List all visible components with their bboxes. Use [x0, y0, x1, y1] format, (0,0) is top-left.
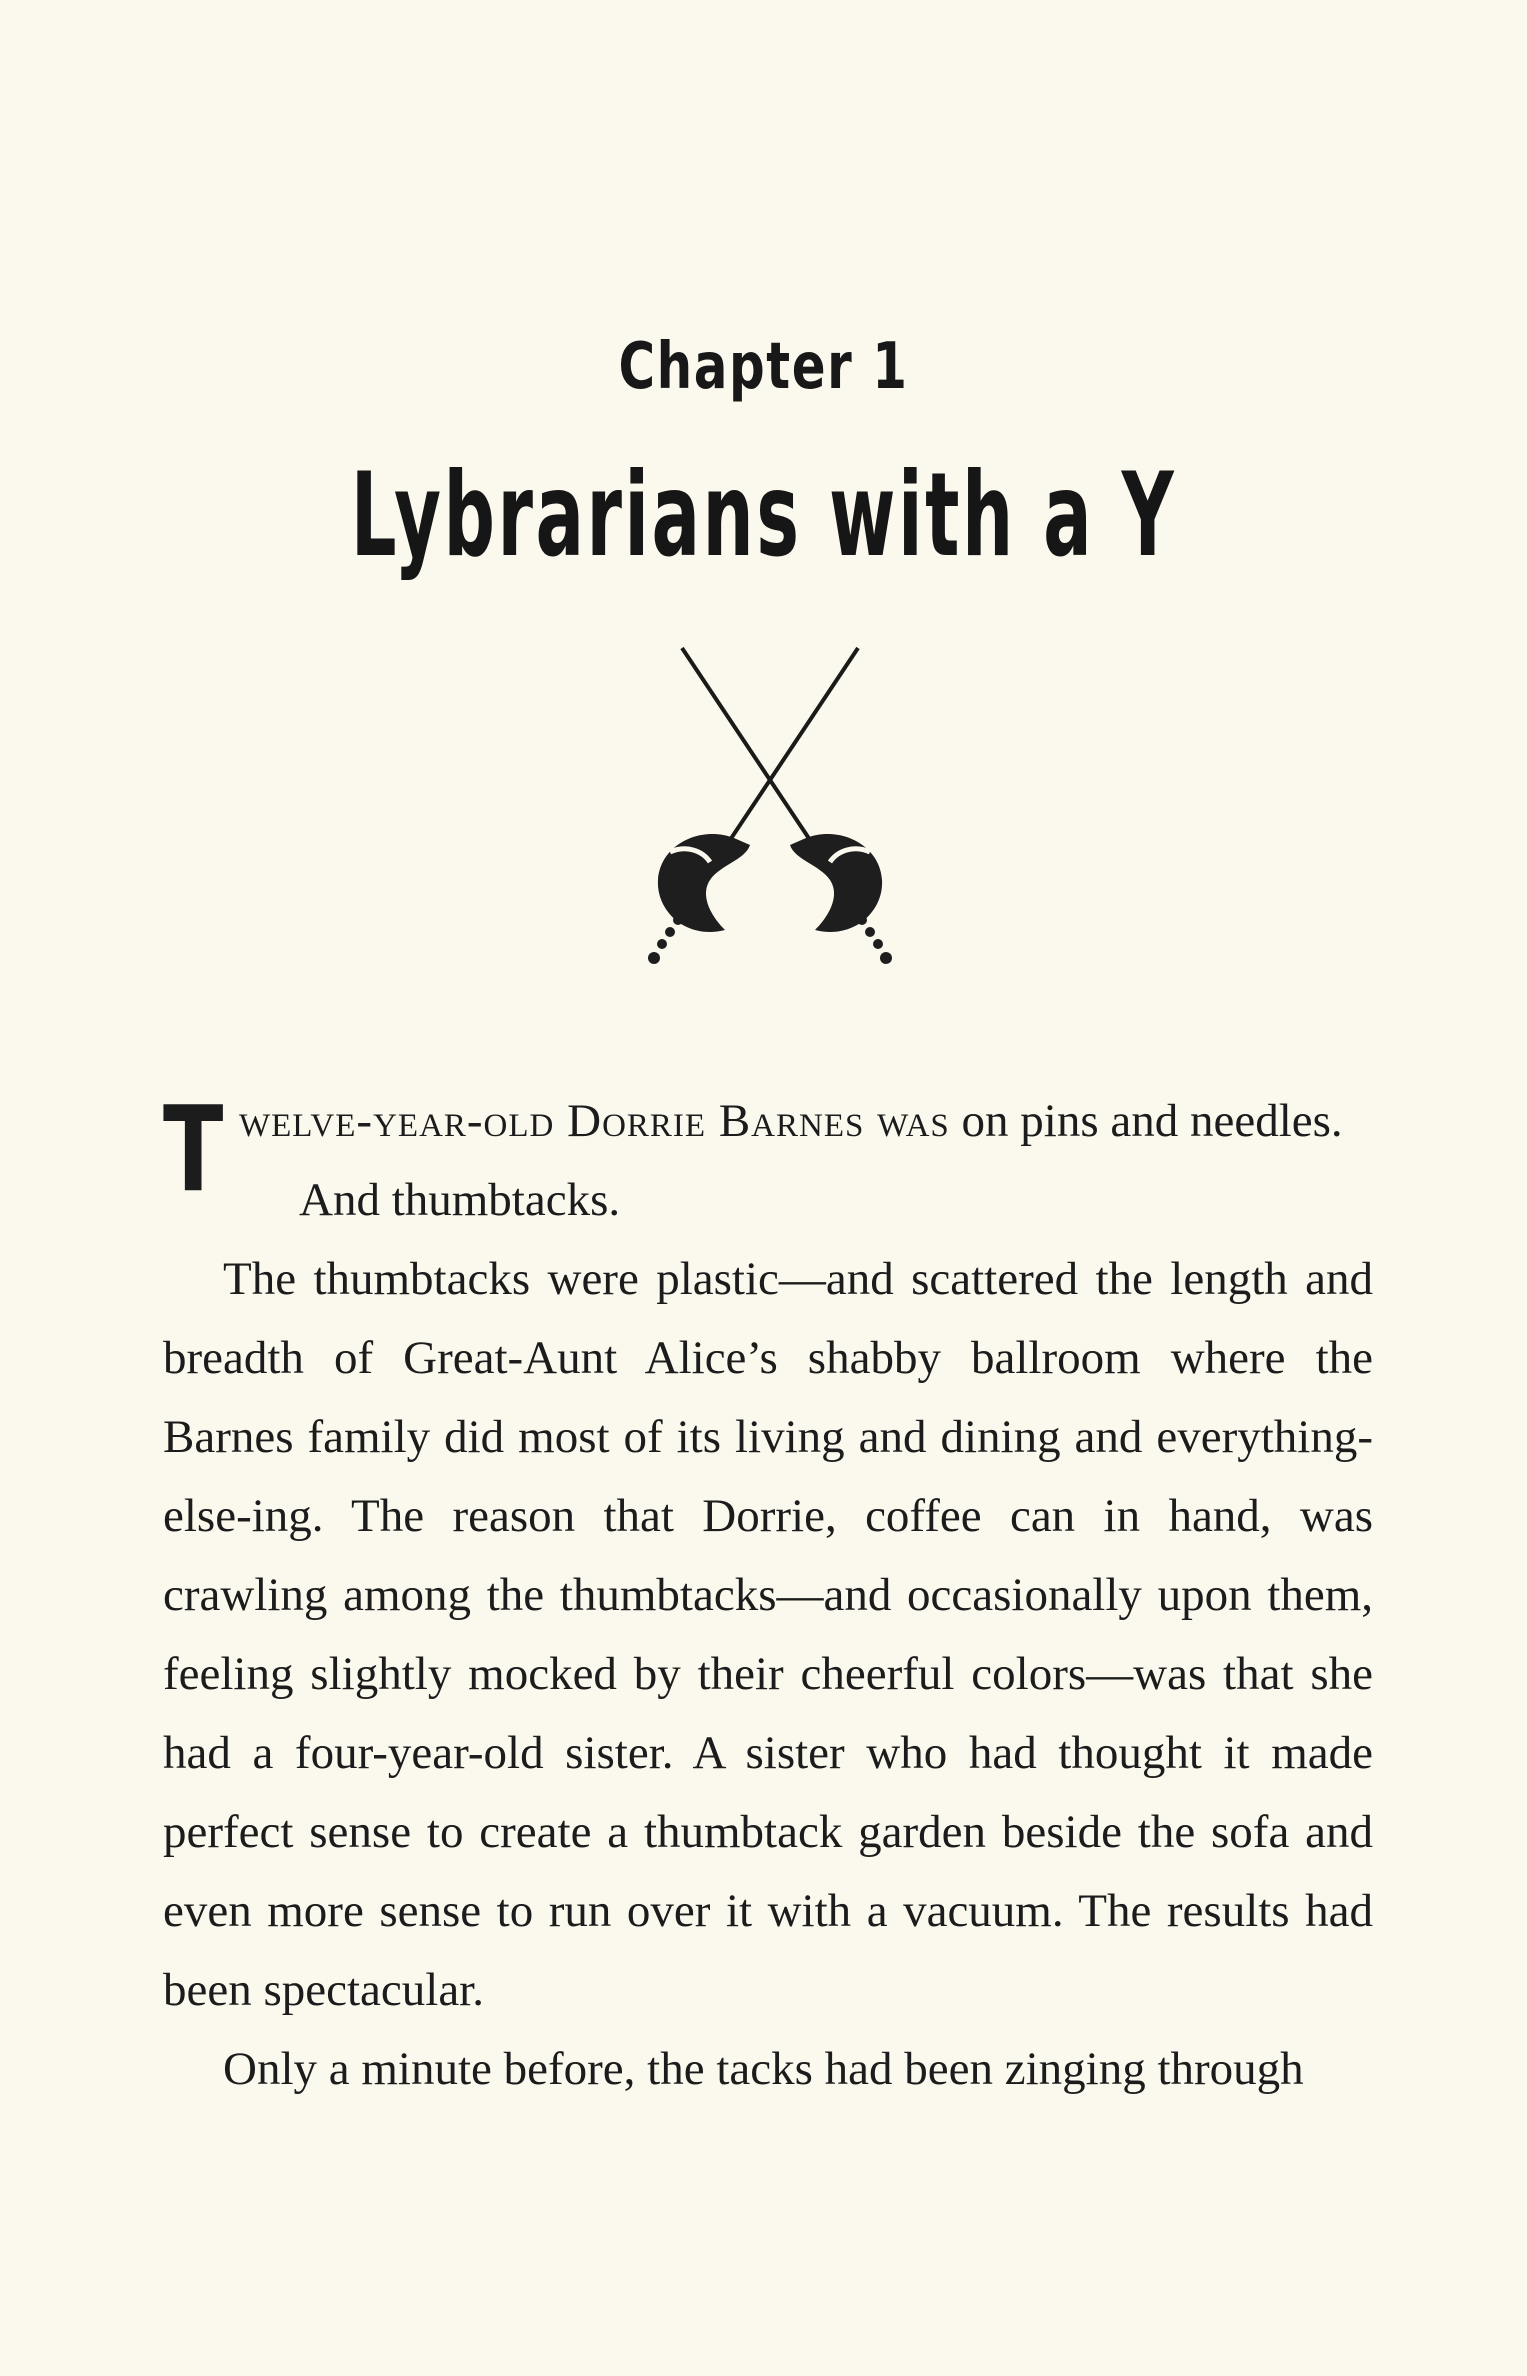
drop-cap: T — [163, 1080, 224, 1218]
paragraph: The thumbtacks were plastic—and scattered the length and breadth of Great-Aunt Alice’s shabby ballroom where the Barnes family did most of its living and dining and everything-else-ing. The reason that Dorrie, coffee can in hand, was crawling among the thumbtacks—and occasionally upon them, feeling slightly mocked by their cheerful colors—was that she had a four-year-old sister. A sister who had thought it made perfect sense to create a thumbtack garden beside the sofa and even more sense to run over it with a vacuum. The results had been spectacular. — [163, 1253, 1373, 2016]
opening-smallcaps: welve-year-old Dorrie Barnes was — [239, 1095, 950, 1147]
chapter-label: Chapter 1 — [618, 330, 909, 404]
paragraph: Only a minute before, the tacks had been zinging through — [223, 2043, 1304, 2095]
crossed-swords-icon — [630, 640, 910, 970]
chapter-title: Lybrarians with a Y — [350, 448, 1177, 583]
chapter-text — [163, 1082, 1373, 2109]
paragraph: And thumbtacks. — [299, 1174, 621, 1226]
opening-rest: on pins and needles. — [949, 1095, 1343, 1147]
